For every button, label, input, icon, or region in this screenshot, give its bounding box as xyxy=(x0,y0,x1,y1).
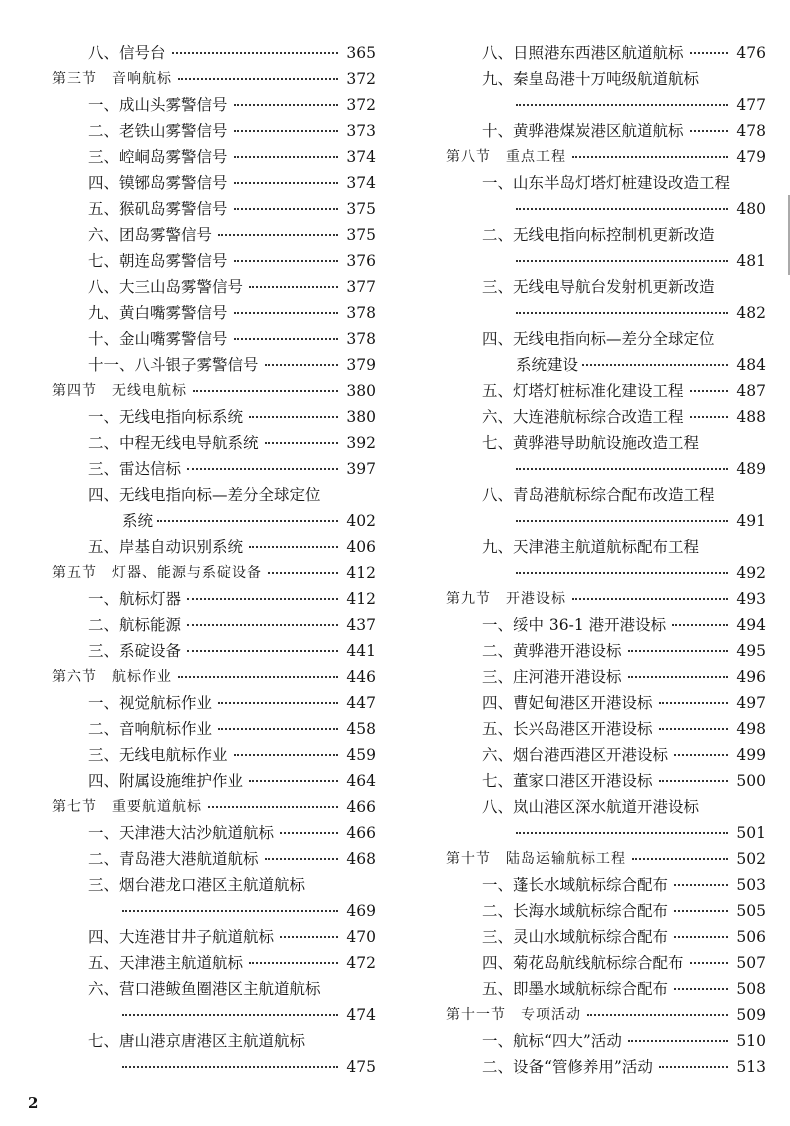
toc-entry xyxy=(52,820,376,846)
page-ref: 474 xyxy=(346,1006,376,1024)
entry-title: 十、黄骅港煤炭港区航道航标 xyxy=(482,122,684,140)
entry-title: 一、无线电指向标系统 xyxy=(88,408,244,426)
toc-entry xyxy=(52,872,376,924)
toc-entry xyxy=(446,40,766,66)
toc-entry xyxy=(446,1028,766,1054)
toc-entry xyxy=(446,638,766,664)
page-ref: 397 xyxy=(346,460,376,478)
page-ref: 466 xyxy=(346,824,376,842)
toc-entry xyxy=(446,430,766,482)
entry-title: 二、黄骅港开港设标 xyxy=(482,642,622,660)
entry-title-continued: 系统建设 xyxy=(516,356,579,374)
page-ref: 468 xyxy=(346,850,376,868)
page-ref: 484 xyxy=(736,356,766,374)
dot-leader xyxy=(187,598,338,600)
dot-leader xyxy=(265,858,339,860)
toc-entry xyxy=(446,482,766,534)
dot-leader xyxy=(122,1014,338,1016)
page-ref: 446 xyxy=(346,668,376,686)
section-title: 第五节 灯器、能源与系碇设备 xyxy=(52,565,262,581)
section-title: 第六节 航标作业 xyxy=(52,669,172,685)
toc-entry xyxy=(446,664,766,690)
entry-title: 五、灯塔灯桩标准化建设工程 xyxy=(482,382,684,400)
entry-title: 八、岚山港区深水航道开港设标 xyxy=(482,798,700,816)
entry-title: 二、无线电指向标控制机更新改造 xyxy=(482,226,715,244)
dot-leader xyxy=(157,520,338,522)
page-ref: 482 xyxy=(736,304,766,322)
entry-title: 四、曹妃甸港区开港设标 xyxy=(482,694,653,712)
page-ref: 372 xyxy=(346,70,376,88)
dot-leader xyxy=(249,962,338,964)
entry-title: 四、大连港甘井子航道航标 xyxy=(88,928,275,946)
page-ref: 375 xyxy=(346,200,376,218)
dot-leader xyxy=(268,572,338,574)
section-title: 第九节 开港设标 xyxy=(446,591,566,607)
page-ref: 372 xyxy=(346,96,376,114)
entry-title: 八、青岛港航标综合配布改造工程 xyxy=(482,486,715,504)
toc-section xyxy=(52,560,376,586)
entry-title: 三、崆峒岛雾警信号 xyxy=(88,148,228,166)
page-number: 2 xyxy=(28,1094,39,1112)
entry-title: 七、唐山港京唐港区主航道航标 xyxy=(88,1032,306,1050)
page-ref: 500 xyxy=(736,772,766,790)
entry-title: 二、音响航标作业 xyxy=(88,720,213,738)
page-ref: 378 xyxy=(346,304,376,322)
page-ref: 476 xyxy=(736,44,766,62)
page-ref: 412 xyxy=(346,564,376,582)
entry-title: 十一、八斗银子雾警信号 xyxy=(88,356,259,374)
page-ref: 487 xyxy=(736,382,766,400)
toc-entry xyxy=(446,222,766,274)
entry-title: 九、秦皇岛港十万吨级航道航标 xyxy=(482,70,700,88)
entry-title: 一、山东半岛灯塔灯桩建设改造工程 xyxy=(482,174,731,192)
dot-leader xyxy=(674,910,728,912)
page-ref: 477 xyxy=(736,96,766,114)
entry-title: 九、天津港主航道航标配布工程 xyxy=(482,538,700,556)
section-title: 第三节 音响航标 xyxy=(52,71,172,87)
dot-leader xyxy=(280,832,338,834)
toc-section xyxy=(52,378,376,404)
dot-leader xyxy=(234,156,339,158)
dot-leader xyxy=(674,754,728,756)
dot-leader xyxy=(234,182,339,184)
toc-entry xyxy=(446,976,766,1002)
page-ref: 488 xyxy=(736,408,766,426)
toc-entry xyxy=(52,976,376,1028)
entry-title: 四、附属设施维护作业 xyxy=(88,772,244,790)
toc-entry xyxy=(446,794,766,846)
toc-entry xyxy=(446,768,766,794)
dot-leader xyxy=(234,104,339,106)
entry-title: 七、朝连岛雾警信号 xyxy=(88,252,228,270)
page-ref: 380 xyxy=(346,408,376,426)
page-ref: 412 xyxy=(346,590,376,608)
dot-leader xyxy=(249,286,338,288)
page-ref: 458 xyxy=(346,720,376,738)
dot-leader xyxy=(672,624,728,626)
toc-entry xyxy=(52,716,376,742)
entry-title: 二、航标能源 xyxy=(88,616,182,634)
toc-section xyxy=(52,66,376,92)
entry-title: 五、即墨水域航标综合配布 xyxy=(482,980,669,998)
toc-entry xyxy=(52,404,376,430)
dot-leader xyxy=(249,780,338,782)
entry-title: 八、信号台 xyxy=(88,44,166,62)
page-ref: 501 xyxy=(736,824,766,842)
entry-title: 五、天津港主航道航标 xyxy=(88,954,244,972)
dot-leader xyxy=(516,260,728,262)
entry-title: 九、黄白嘴雾警信号 xyxy=(88,304,228,322)
toc-entry xyxy=(446,404,766,430)
page-ref: 479 xyxy=(736,148,766,166)
dot-leader xyxy=(516,312,728,314)
page-ref: 506 xyxy=(736,928,766,946)
toc-entry xyxy=(446,898,766,924)
dot-leader xyxy=(122,1066,338,1068)
toc-entry xyxy=(52,170,376,196)
dot-leader xyxy=(628,1040,729,1042)
page-ref: 437 xyxy=(346,616,376,634)
dot-leader xyxy=(587,1014,728,1016)
entry-title: 三、无线电航标作业 xyxy=(88,746,228,764)
dot-leader xyxy=(122,910,338,912)
entry-title: 六、团岛雾警信号 xyxy=(88,226,213,244)
entry-title: 一、视觉航标作业 xyxy=(88,694,213,712)
dot-leader xyxy=(516,208,728,210)
page-ref: 508 xyxy=(736,980,766,998)
entry-title: 二、老铁山雾警信号 xyxy=(88,122,228,140)
entry-title: 四、菊花岛航线航标综合配布 xyxy=(482,954,684,972)
page-ref: 513 xyxy=(736,1058,766,1076)
dot-leader xyxy=(582,364,728,366)
toc-entry xyxy=(52,222,376,248)
toc-entry xyxy=(446,690,766,716)
toc-entry xyxy=(446,924,766,950)
dot-leader xyxy=(659,1066,729,1068)
page-ref: 498 xyxy=(736,720,766,738)
page-ref: 459 xyxy=(346,746,376,764)
page-ref: 365 xyxy=(346,44,376,62)
toc-entry xyxy=(446,274,766,326)
dot-leader xyxy=(249,546,338,548)
dot-leader xyxy=(280,936,338,938)
section-title: 第四节 无线电航标 xyxy=(52,383,187,399)
page-ref: 447 xyxy=(346,694,376,712)
toc-section xyxy=(446,144,766,170)
dot-leader xyxy=(178,676,338,678)
page-ref: 379 xyxy=(346,356,376,374)
entry-title: 七、黄骅港导助航设施改造工程 xyxy=(482,434,700,452)
dot-leader xyxy=(659,780,729,782)
section-title: 第七节 重要航道航标 xyxy=(52,799,202,815)
page-ref: 489 xyxy=(736,460,766,478)
page-ref: 469 xyxy=(346,902,376,920)
page-ref: 406 xyxy=(346,538,376,556)
dot-leader xyxy=(659,728,729,730)
dot-leader xyxy=(628,676,729,678)
page-ref: 472 xyxy=(346,954,376,972)
page-ref: 499 xyxy=(736,746,766,764)
page-ref: 505 xyxy=(736,902,766,920)
dot-leader xyxy=(178,78,338,80)
dot-leader xyxy=(265,442,339,444)
entry-title: 八、大三山岛雾警信号 xyxy=(88,278,244,296)
dot-leader xyxy=(516,468,728,470)
toc-entry xyxy=(52,274,376,300)
toc-entry xyxy=(52,768,376,794)
dot-leader xyxy=(690,416,729,418)
toc-entry xyxy=(52,40,376,66)
toc-entry xyxy=(446,118,766,144)
page-ref: 509 xyxy=(736,1006,766,1024)
toc-entry xyxy=(446,742,766,768)
toc-entry xyxy=(446,950,766,976)
entry-title: 八、日照港东西港区航道航标 xyxy=(482,44,684,62)
entry-title: 六、烟台港西港区开港设标 xyxy=(482,746,669,764)
toc-entry xyxy=(52,196,376,222)
dot-leader xyxy=(172,52,339,54)
page-ref: 480 xyxy=(736,200,766,218)
page-ref: 495 xyxy=(736,642,766,660)
page-ref: 441 xyxy=(346,642,376,660)
toc-entry xyxy=(52,482,376,534)
toc-entry xyxy=(446,170,766,222)
dot-leader xyxy=(187,468,338,470)
toc-entry xyxy=(446,1054,766,1080)
toc-entry xyxy=(52,456,376,482)
toc-entry xyxy=(446,66,766,118)
toc-entry xyxy=(52,638,376,664)
toc-entry xyxy=(52,144,376,170)
entry-title: 三、庄河港开港设标 xyxy=(482,668,622,686)
dot-leader xyxy=(234,312,339,314)
dot-leader xyxy=(516,832,728,834)
toc-entry xyxy=(52,118,376,144)
entry-title-continued: 系统 xyxy=(122,512,154,530)
toc-entry xyxy=(52,248,376,274)
dot-leader xyxy=(690,130,729,132)
section-title: 第八节 重点工程 xyxy=(446,149,566,165)
toc-entry xyxy=(52,612,376,638)
dot-leader xyxy=(628,650,729,652)
page-ref: 507 xyxy=(736,954,766,972)
dot-leader xyxy=(234,130,339,132)
dot-leader xyxy=(234,754,339,756)
entry-title: 五、岸基自动识别系统 xyxy=(88,538,244,556)
dot-leader xyxy=(234,208,339,210)
entry-title: 三、系碇设备 xyxy=(88,642,182,660)
page-ref: 491 xyxy=(736,512,766,530)
toc-entry xyxy=(52,846,376,872)
toc-entry xyxy=(52,92,376,118)
entry-title: 三、无线电导航台发射机更新改造 xyxy=(482,278,715,296)
entry-title: 六、大连港航标综合改造工程 xyxy=(482,408,684,426)
toc-entry xyxy=(52,742,376,768)
entry-title: 七、董家口港区开港设标 xyxy=(482,772,653,790)
toc-entry xyxy=(52,300,376,326)
entry-title: 二、设备“管修养用”活动 xyxy=(482,1058,653,1076)
dot-leader xyxy=(516,104,728,106)
dot-leader xyxy=(187,624,338,626)
toc-entry xyxy=(52,352,376,378)
page-ref: 493 xyxy=(736,590,766,608)
page-ref: 481 xyxy=(736,252,766,270)
dot-leader xyxy=(249,416,338,418)
page-ref: 378 xyxy=(346,330,376,348)
page-ref: 470 xyxy=(346,928,376,946)
toc-section xyxy=(52,664,376,690)
entry-title: 一、航标灯器 xyxy=(88,590,182,608)
page-ref: 402 xyxy=(346,512,376,530)
toc-entry xyxy=(52,950,376,976)
dot-leader xyxy=(516,520,728,522)
section-title: 第十节 陆岛运输航标工程 xyxy=(446,851,626,867)
page-ref: 375 xyxy=(346,226,376,244)
toc-entry xyxy=(52,430,376,456)
entry-title: 一、绥中 36-1 港开港设标 xyxy=(482,616,667,634)
dot-leader xyxy=(187,650,338,652)
toc-entry xyxy=(52,534,376,560)
dot-leader xyxy=(690,52,729,54)
dot-leader xyxy=(234,260,339,262)
dot-leader xyxy=(674,884,728,886)
page-ref: 392 xyxy=(346,434,376,452)
toc-entry xyxy=(52,586,376,612)
dot-leader xyxy=(632,858,728,860)
page-ref: 464 xyxy=(346,772,376,790)
dot-leader xyxy=(218,234,338,236)
entry-title: 一、天津港大沽沙航道航标 xyxy=(88,824,275,842)
toc-entry xyxy=(446,612,766,638)
toc-entry xyxy=(446,872,766,898)
page-ref: 380 xyxy=(346,382,376,400)
page-ref: 377 xyxy=(346,278,376,296)
page-ref: 376 xyxy=(346,252,376,270)
dot-leader xyxy=(659,702,729,704)
toc-entry xyxy=(446,534,766,586)
page-ref: 475 xyxy=(346,1058,376,1076)
page-ref: 503 xyxy=(736,876,766,894)
toc-entry xyxy=(52,326,376,352)
dot-leader xyxy=(218,702,338,704)
toc-section xyxy=(446,1002,766,1028)
dot-leader xyxy=(516,572,728,574)
entry-title: 二、长海水域航标综合配布 xyxy=(482,902,669,920)
page-ref: 373 xyxy=(346,122,376,140)
toc-entry xyxy=(52,1028,376,1080)
dot-leader xyxy=(690,962,729,964)
page-ref: 478 xyxy=(736,122,766,140)
toc-column-right xyxy=(446,40,766,1080)
entry-title: 五、长兴岛港区开港设标 xyxy=(482,720,653,738)
toc-entry xyxy=(52,924,376,950)
toc-entry xyxy=(446,716,766,742)
dot-leader xyxy=(674,988,728,990)
entry-title: 一、蓬长水域航标综合配布 xyxy=(482,876,669,894)
dot-leader xyxy=(690,390,729,392)
dot-leader xyxy=(572,598,728,600)
toc-section xyxy=(446,586,766,612)
entry-title: 四、无线电指向标—差分全球定位 xyxy=(88,486,321,504)
entry-title: 四、镆铘岛雾警信号 xyxy=(88,174,228,192)
entry-title: 五、猴矶岛雾警信号 xyxy=(88,200,228,218)
entry-title: 四、无线电指向标—差分全球定位 xyxy=(482,330,715,348)
page-ref: 374 xyxy=(346,148,376,166)
page-ref: 496 xyxy=(736,668,766,686)
toc-entry xyxy=(446,326,766,378)
entry-title: 一、航标“四大”活动 xyxy=(482,1032,622,1050)
page-ref: 466 xyxy=(346,798,376,816)
entry-title: 三、灵山水域航标综合配布 xyxy=(482,928,669,946)
entry-title: 二、青岛港大港航道航标 xyxy=(88,850,259,868)
entry-title: 二、中程无线电导航系统 xyxy=(88,434,259,452)
page-ref: 374 xyxy=(346,174,376,192)
dot-leader xyxy=(193,390,338,392)
toc-entry xyxy=(52,690,376,716)
toc-section xyxy=(446,846,766,872)
entry-title: 六、营口港鲅鱼圈港区主航道航标 xyxy=(88,980,321,998)
section-title: 第十一节 专项活动 xyxy=(446,1007,581,1023)
dot-leader xyxy=(218,728,338,730)
dot-leader xyxy=(208,806,338,808)
toc-section xyxy=(52,794,376,820)
dot-leader xyxy=(572,156,728,158)
dot-leader xyxy=(234,338,339,340)
dot-leader xyxy=(674,936,728,938)
page-ref: 502 xyxy=(736,850,766,868)
entry-title: 三、烟台港龙口港区主航道航标 xyxy=(88,876,306,894)
page-ref: 510 xyxy=(736,1032,766,1050)
dot-leader xyxy=(265,364,339,366)
page-ref: 497 xyxy=(736,694,766,712)
page-ref: 492 xyxy=(736,564,766,582)
page-ref: 494 xyxy=(736,616,766,634)
toc-entry xyxy=(446,378,766,404)
entry-title: 三、雷达信标 xyxy=(88,460,182,478)
entry-title: 一、成山头雾警信号 xyxy=(88,96,228,114)
entry-title: 十、金山嘴雾警信号 xyxy=(88,330,228,348)
toc-column-left xyxy=(52,40,376,1080)
